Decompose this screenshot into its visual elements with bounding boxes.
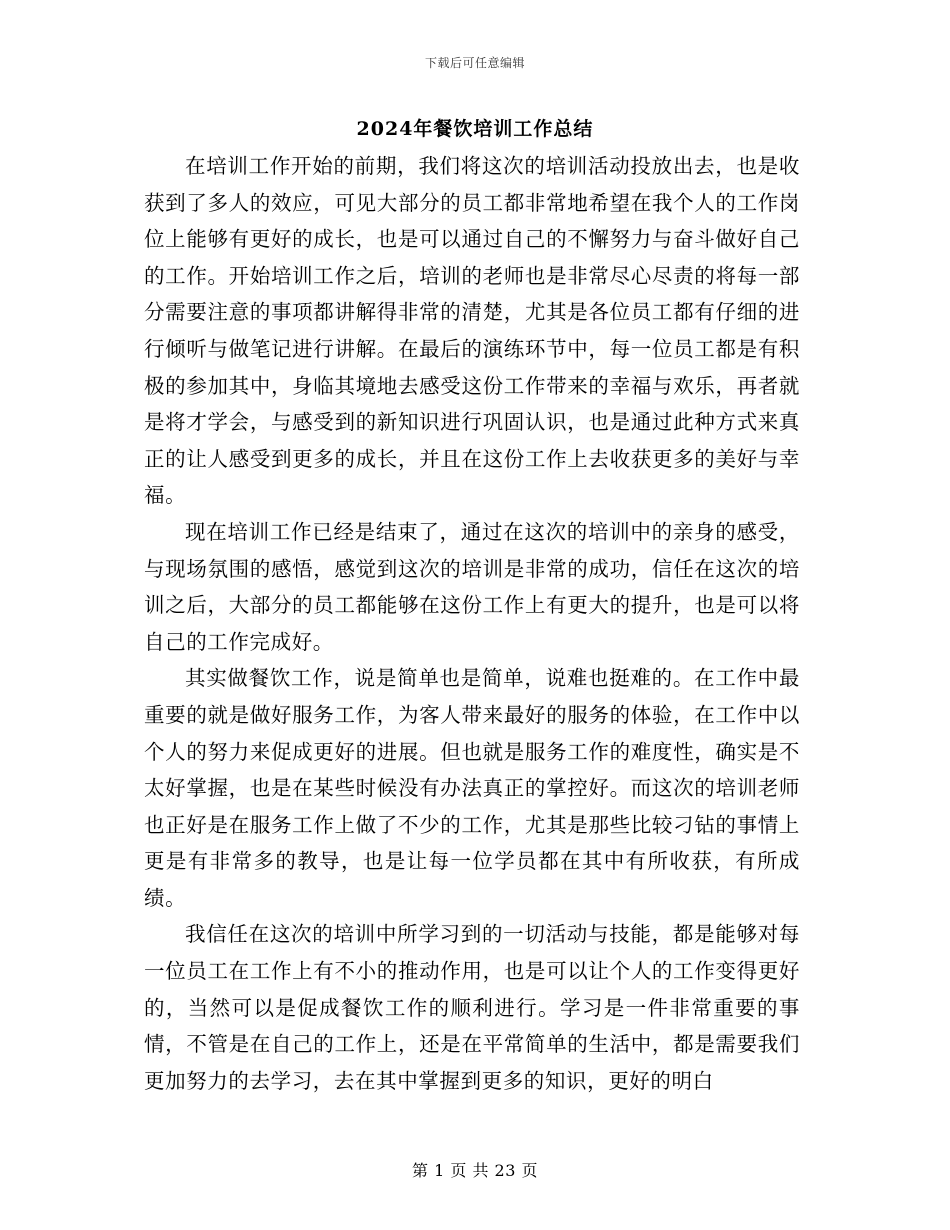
header-note: 下载后可任意编辑 [424,56,525,70]
page-footer: 第 1 页 共 23 页 [412,1161,538,1180]
paragraph-4: 我信任在这次的培训中所学习到的一切活动与技能，都是能够对每一位员工在工作上有不小的推动作用，也是可以让个人的工作变得更好的，当然可以是促成餐饮工作的顺利进行。学习是一件非常重要的事情，不管是在自己的工作上，还是在平常简单的生活中，都是需要我们更加努力的去学习，去在其中掌握到更多的知识，更好的明白 [144,922,800,1093]
paragraph-3: 其实做餐饮工作，说是简单也是简单，说难也挺难的。在工作中最重要的就是做好服务工作，为客人带来最好的服务的体验，在工作中以个人的努力来促成更好的进展。但也就是服务工作的难度性，确实是不太好掌握，也是在某些时候没有办法真正的掌控好。而这次的培训老师也正好是在服务工作上做了不少的工作，尤其是那些比较刁钻的事情上更是有非常多的教导，也是让每一位学员都在其中有所收获，有所成绩。 [144,666,800,910]
document-title: 2024年餐饮培训工作总结 [356,118,594,140]
paragraph-2: 现在培训工作已经是结束了，通过在这次的培训中的亲身的感受，与现场氛围的感悟，感觉到这次的培训是非常的成功，信任在这次的培训之后，大部分的员工都能够在这份工作上有更大的提升，也是可以将自己的工作完成好。 [144,519,800,654]
document-body [144,148,800,1099]
paragraph-1: 在培训工作开始的前期，我们将这次的培训活动投放出去，也是收获到了多人的效应，可见大部分的员工都非常地希望在我个人的工作岗位上能够有更好的成长，也是可以通过自己的不懈努力与奋斗做好自己的工作。开始培训工作之后，培训的老师也是非常尽心尽责的将每一部分需要注意的事项都讲解得非常的清楚，尤其是各位员工都有仔细的进行倾听与做笔记进行讲解。在最后的演练环节中，每一位员工都是有积极的参加其中，身临其境地去感受这份工作带来的幸福与欢乐，再者就是将才学会，与感受到的新知识进行巩固认识，也是通过此种方式来真正的让人感受到更多的成长，并且在这份工作上去收获更多的美好与幸福。 [144,154,800,508]
